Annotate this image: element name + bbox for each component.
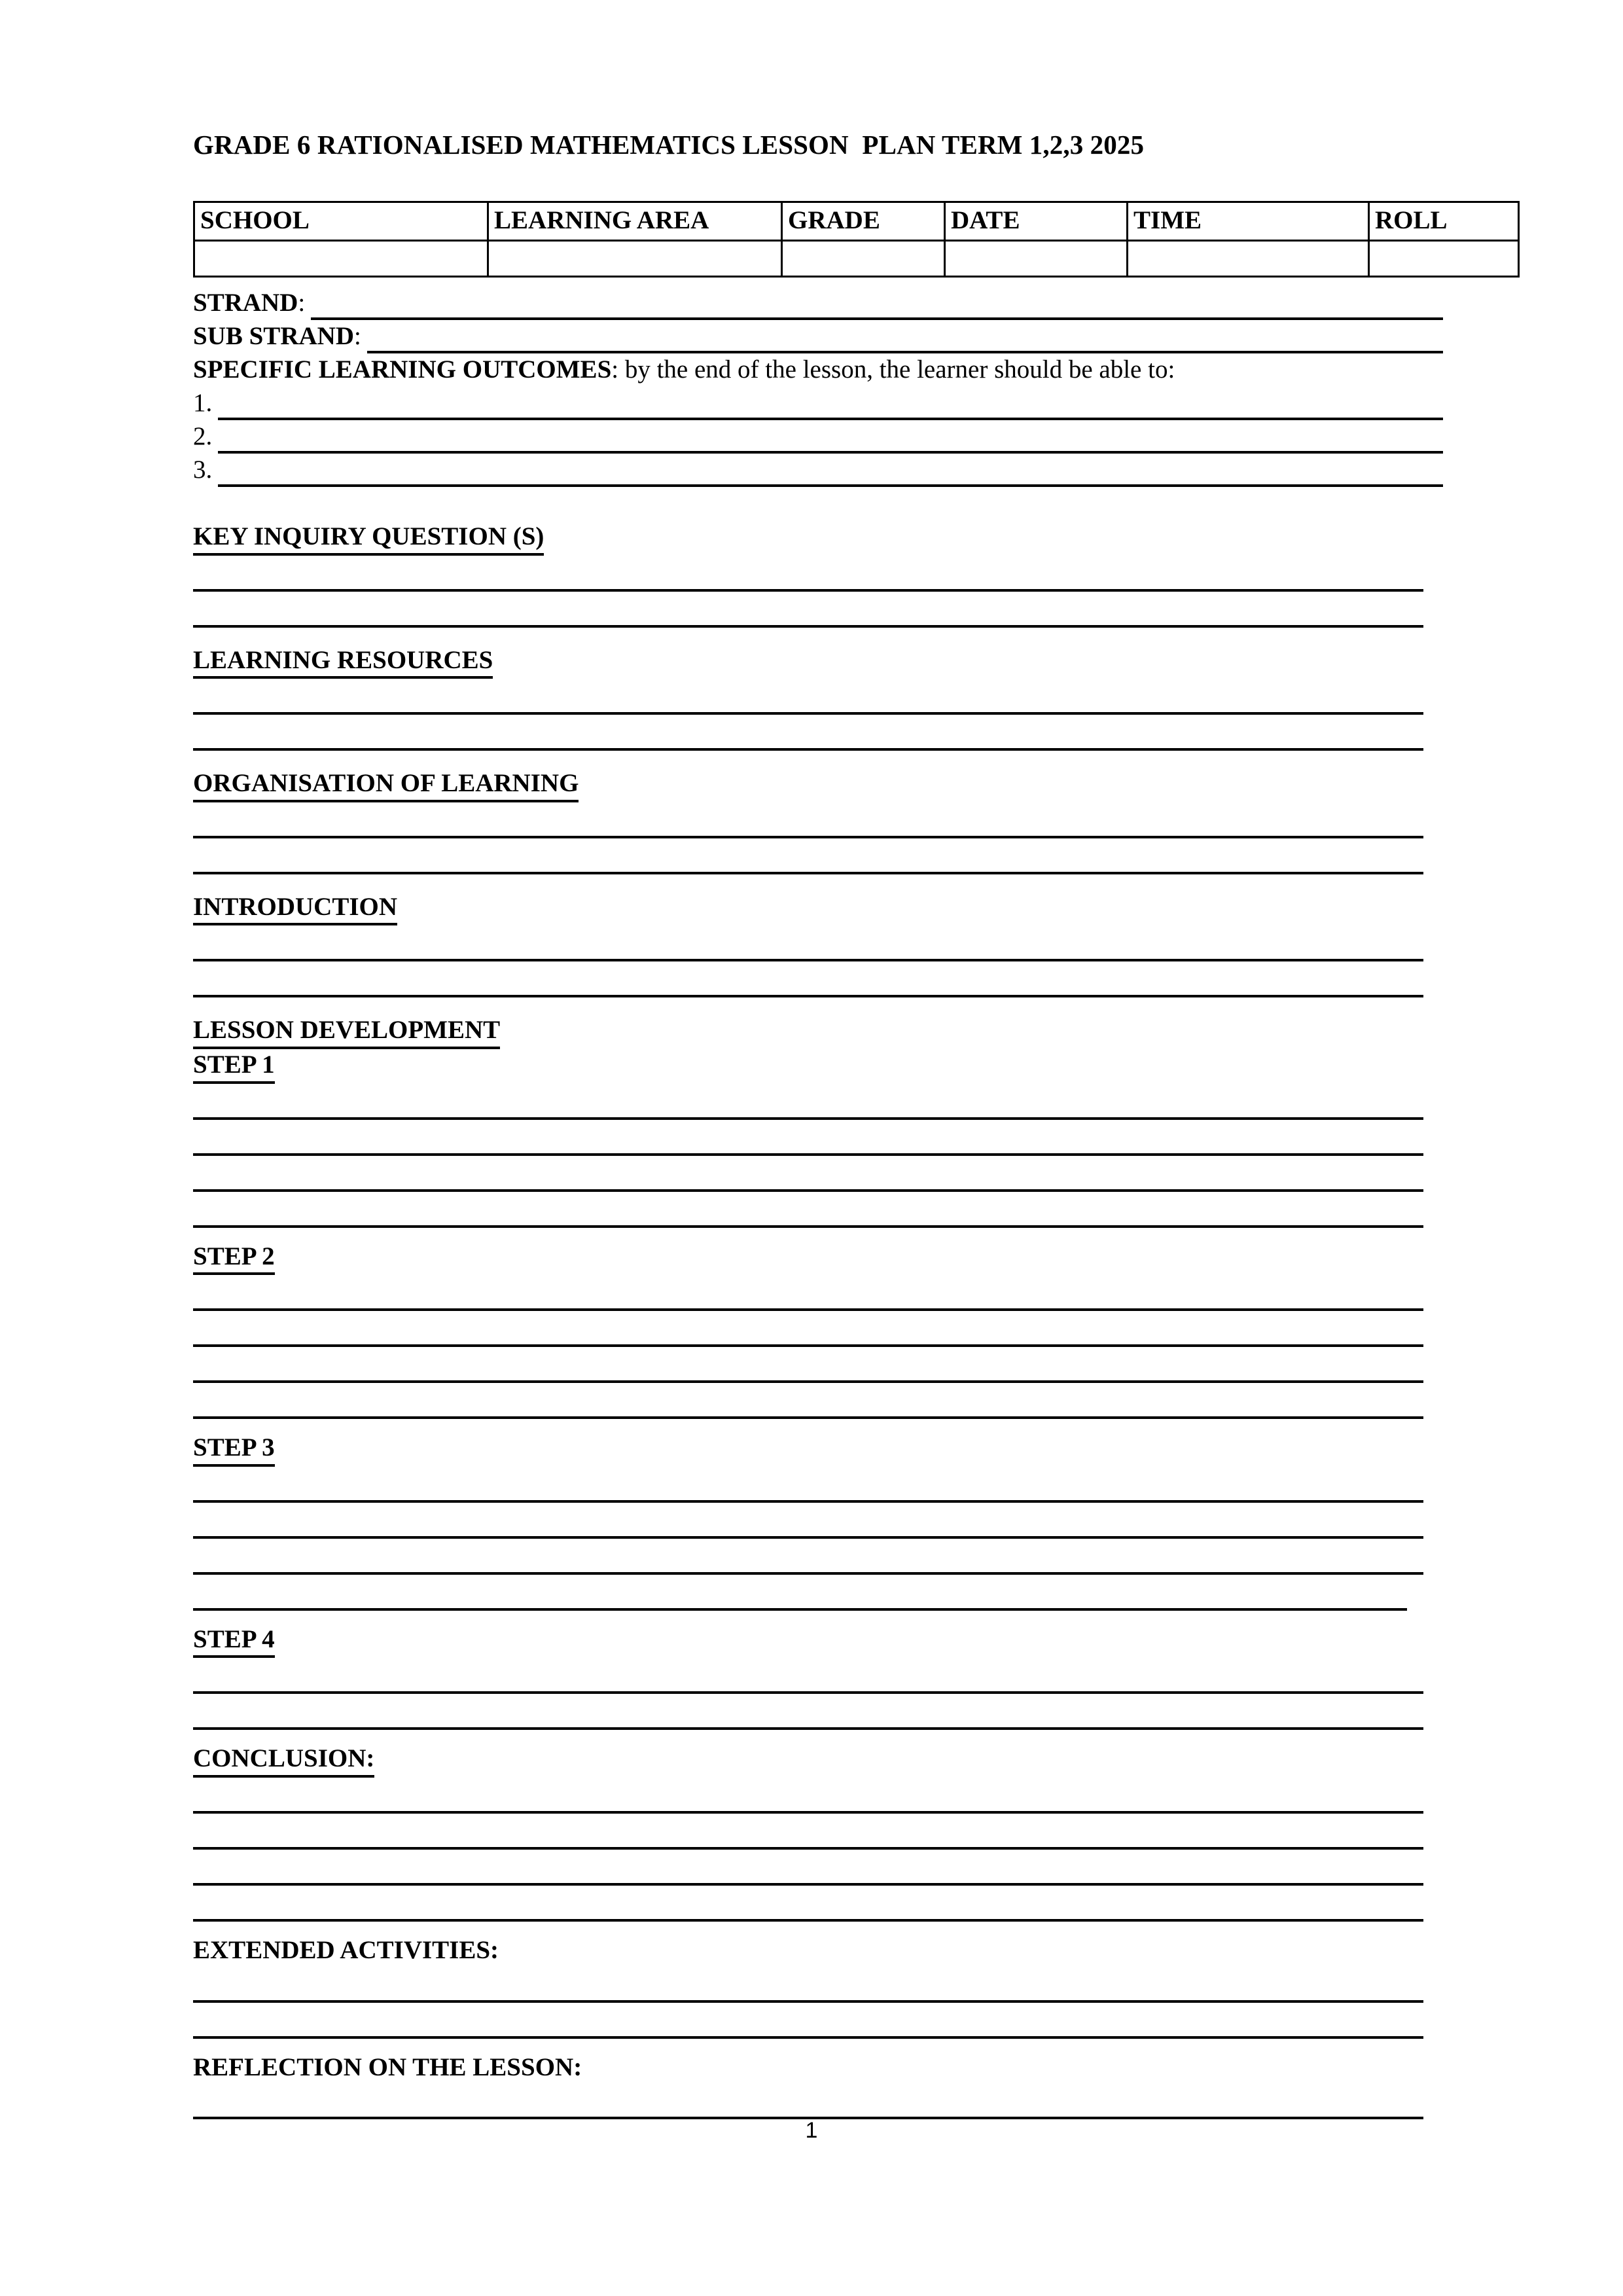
writing-line[interactable] — [193, 1536, 1423, 1539]
section-heading-reflection-on-the-lesson: REFLECTION ON THE LESSON: — [193, 2053, 582, 2081]
cell-learning-area[interactable] — [488, 241, 782, 277]
strand-label: STRAND — [193, 289, 298, 317]
section-heading-learning-resources: LEARNING RESOURCES — [193, 645, 1443, 679]
section-heading-lesson-development: LESSON DEVELOPMENT — [193, 1014, 1443, 1049]
sub-strand-colon: : — [353, 322, 361, 351]
section-heading-step-1: STEP 1 — [193, 1049, 1443, 1084]
outcome-item-1 — [193, 387, 1443, 420]
writing-line[interactable] — [193, 1691, 1423, 1694]
outcome-input-2[interactable] — [218, 429, 1443, 454]
section-heading-step-3: STEP 3 — [193, 1432, 1443, 1467]
writing-line[interactable] — [193, 1117, 1423, 1120]
strand-field-row — [193, 287, 1443, 320]
organisation-answer-area[interactable] — [193, 836, 1443, 874]
writing-line[interactable] — [193, 1883, 1423, 1886]
writing-line[interactable] — [193, 1153, 1423, 1156]
sub-strand-field-row — [193, 320, 1443, 353]
page-number: 1 — [805, 2118, 818, 2143]
writing-line[interactable] — [193, 1500, 1423, 1503]
cell-school[interactable] — [194, 241, 488, 277]
writing-line[interactable] — [193, 2000, 1423, 2003]
introduction-answer-area[interactable] — [193, 959, 1443, 997]
learning-resources-answer-area[interactable] — [193, 712, 1443, 751]
step-4-answer-area[interactable] — [193, 1691, 1443, 1730]
section-heading-organisation-of-learning: ORGANISATION OF LEARNING — [193, 768, 1443, 802]
section-heading-step-2: STEP 2 — [193, 1241, 1443, 1276]
writing-line[interactable] — [193, 1308, 1423, 1311]
step-1-answer-area[interactable] — [193, 1117, 1443, 1228]
section-heading-conclusion: CONCLUSION: — [193, 1743, 1443, 1778]
column-header-learning-area: LEARNING AREA — [488, 202, 782, 241]
column-header-school: SCHOOL — [194, 202, 488, 241]
writing-line[interactable] — [193, 1847, 1423, 1850]
page-title: GRADE 6 RATIONALISED MATHEMATICS LESSON PLAN TERM 1,2,3 2025 — [193, 130, 1145, 160]
writing-line[interactable] — [193, 589, 1423, 592]
cell-roll[interactable] — [1369, 241, 1519, 277]
outcome-input-3[interactable] — [218, 462, 1443, 487]
writing-line[interactable] — [193, 836, 1423, 838]
cell-date[interactable] — [945, 241, 1128, 277]
column-header-date: DATE — [945, 202, 1128, 241]
sub-strand-input[interactable] — [367, 329, 1443, 353]
step-2-answer-area[interactable] — [193, 1308, 1443, 1419]
extended-activities-answer-area[interactable] — [193, 2000, 1443, 2039]
specific-learning-outcomes-tail: : by the end of the lesson, the learner should be able to: — [611, 355, 1175, 384]
outcome-number-1: 1. — [193, 389, 213, 418]
section-heading-introduction: INTRODUCTION — [193, 891, 1443, 926]
conclusion-answer-area[interactable] — [193, 1811, 1443, 1922]
table-row — [194, 241, 1519, 277]
key-inquiry-answer-area[interactable] — [193, 589, 1443, 628]
writing-line[interactable] — [193, 1380, 1423, 1383]
outcome-number-3: 3. — [193, 456, 213, 484]
column-header-grade: GRADE — [782, 202, 945, 241]
writing-line[interactable] — [193, 712, 1423, 715]
strand-input[interactable] — [311, 295, 1443, 320]
section-heading-extended-activities: EXTENDED ACTIVITIES: — [193, 1935, 499, 1964]
section-heading-key-inquiry-question: KEY INQUIRY QUESTION (S) — [193, 521, 1443, 556]
specific-learning-outcomes-label: SPECIFIC LEARNING OUTCOMES — [193, 355, 612, 384]
writing-line[interactable] — [193, 959, 1423, 961]
specific-learning-outcomes-row — [193, 353, 1443, 387]
writing-line[interactable] — [193, 1572, 1423, 1575]
outcome-number-2: 2. — [193, 422, 213, 451]
writing-line[interactable] — [193, 1811, 1423, 1814]
cell-time[interactable] — [1128, 241, 1369, 277]
writing-line[interactable] — [193, 1189, 1423, 1192]
column-header-roll: ROLL — [1369, 202, 1519, 241]
lesson-header-table — [193, 201, 1520, 278]
writing-line[interactable] — [193, 1344, 1423, 1347]
strand-colon: : — [298, 289, 306, 317]
cell-grade[interactable] — [782, 241, 945, 277]
step-3-answer-area[interactable] — [193, 1500, 1443, 1611]
table-header-row — [194, 202, 1519, 241]
outcome-item-2 — [193, 420, 1443, 454]
column-header-time: TIME — [1128, 202, 1369, 241]
outcome-item-3 — [193, 454, 1443, 487]
outcome-input-1[interactable] — [218, 395, 1443, 420]
section-heading-step-4: STEP 4 — [193, 1624, 1443, 1659]
sub-strand-label: SUB STRAND — [193, 322, 354, 351]
